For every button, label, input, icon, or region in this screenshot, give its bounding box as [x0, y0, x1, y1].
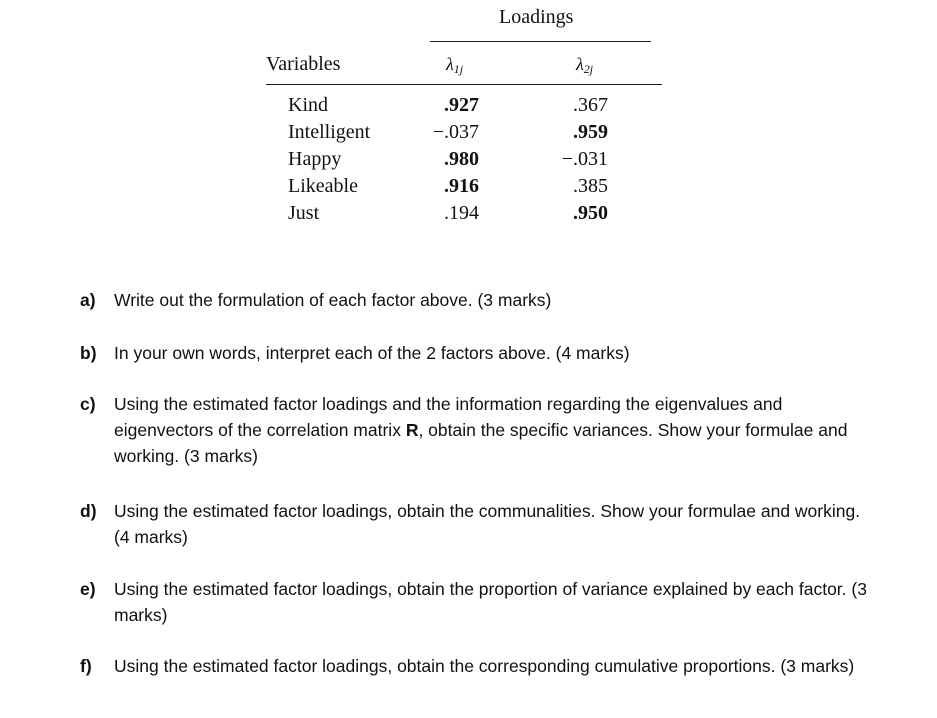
table-row-loading-1: .980	[444, 148, 479, 170]
question-label: f)	[80, 656, 92, 676]
lambda-2-symbol: λ	[576, 54, 584, 74]
table-row-loading-1: −.037	[432, 121, 479, 143]
question-a	[80, 287, 880, 313]
table-row-variable: Kind	[288, 94, 328, 116]
question-f	[80, 653, 880, 679]
table-row-variable: Likeable	[288, 175, 358, 197]
column-header-rule	[266, 84, 662, 85]
variables-header: Variables	[266, 53, 341, 75]
loadings-header-rule	[430, 41, 651, 42]
question-c	[80, 391, 880, 469]
question-label: d)	[80, 501, 97, 521]
table-row-loading-2: .367	[573, 94, 608, 116]
table-row-loading-2: −.031	[561, 148, 608, 170]
lambda-1-symbol: λ	[446, 54, 454, 74]
matrix-r-symbol: R	[405, 420, 419, 440]
question-text: Write out the formulation of each factor above. (3 marks)	[114, 290, 552, 310]
question-d	[80, 498, 880, 550]
question-text-part: Using the estimated factor loadings and the information regarding the eigenvalues and eigenvectors of the correlation matrix	[114, 394, 783, 440]
table-row-loading-1: .194	[444, 202, 479, 224]
table-row-loading-2: .959	[573, 121, 608, 143]
table-row-variable: Happy	[288, 148, 342, 170]
question-b	[80, 340, 880, 366]
loadings-group-header: Loadings	[499, 6, 574, 28]
question-label: e)	[80, 579, 96, 599]
lambda-2-subscript: 2j	[583, 62, 594, 76]
table-row-loading-1: .927	[444, 94, 479, 116]
lambda-1-subscript: 1j	[453, 62, 464, 76]
question-text: Using the estimated factor loadings, obtain the corresponding cumulative proportions. (3 marks)	[114, 656, 855, 676]
question-e	[80, 576, 880, 628]
table-row-variable: Intelligent	[288, 121, 371, 143]
question-text: Using the estimated factor loadings, obtain the proportion of variance explained by each factor. (3 marks)	[114, 579, 867, 625]
question-label: a)	[80, 290, 96, 310]
lambda-1j-header	[446, 54, 463, 77]
table-row-loading-2: .385	[573, 175, 608, 197]
question-text-part: , obtain the specific variances. Show your formulae and working. (3 marks)	[114, 420, 848, 466]
question-label: c)	[80, 394, 96, 414]
lambda-2j-header	[576, 54, 593, 77]
table-row-variable: Just	[288, 202, 320, 224]
table-row-loading-2: .950	[573, 202, 608, 224]
question-label: b)	[80, 343, 97, 363]
question-text: In your own words, interpret each of the 2 factors above. (4 marks)	[114, 343, 630, 363]
question-text: Using the estimated factor loadings, obtain the communalities. Show your formulae and working. (4 marks)	[114, 501, 861, 547]
table-row-loading-1: .916	[444, 175, 479, 197]
question-text	[114, 391, 880, 469]
